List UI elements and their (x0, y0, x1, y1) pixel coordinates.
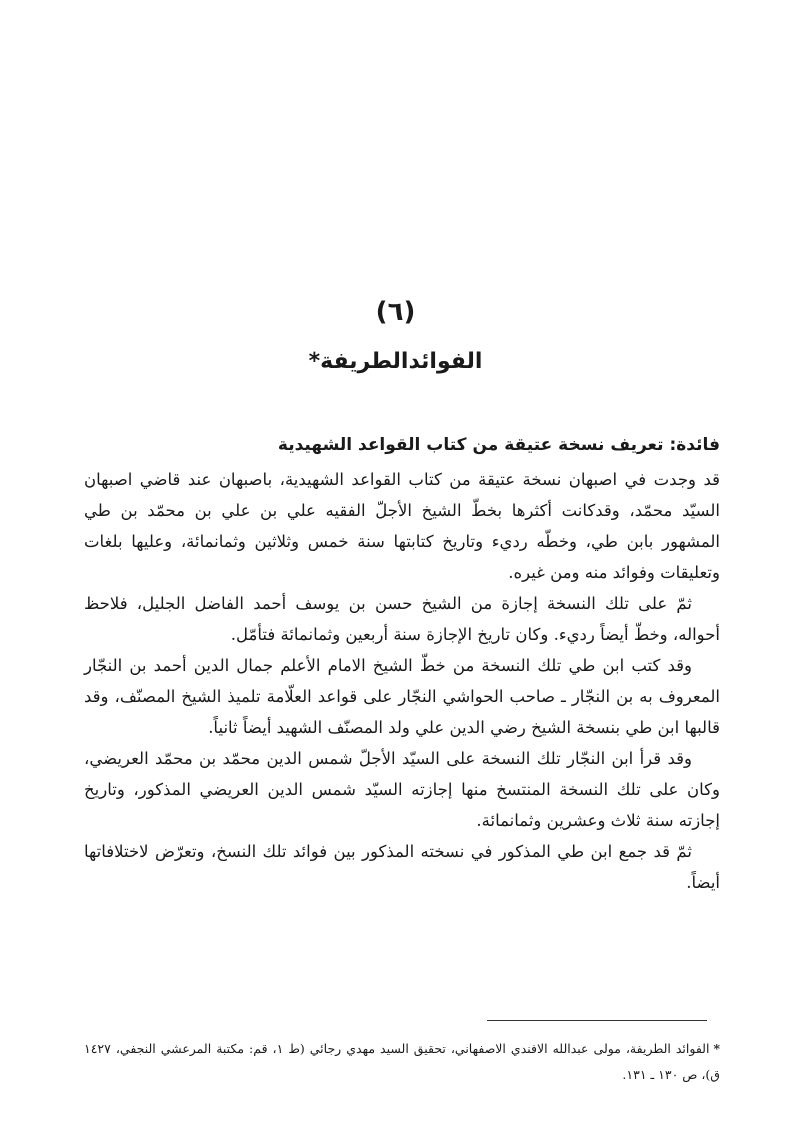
paragraph-3: وقد كتب ابن طي تلك النسخة من خطّ الشيخ الامام الأعلم جمال الدين أحمد بن النجّار المعروف به بن النجّار ـ صاحب الحواشي النجّار على قواعد العلّامة تلميذ الشيخ المصنّف، وقد قالبها ابن طي بنسخة الشيخ رضي الدين علي ولد المصنّف الشهيد أيضاً ثانياً. (84, 656, 720, 737)
footnote-text: الفوائد الطريفة، مولى عبدالله الافندي الاصفهاني، تحقيق السيد مهدي رجائي (ط ١، قم: مكتبة المرعشي النجفي، ١٤٢٧ ق)، ص ١٣٠ ـ ١٣١. (84, 1041, 720, 1082)
footnote-divider (487, 1020, 707, 1021)
footnote-marker: * (713, 1041, 720, 1056)
paragraph-4: وقد قرأ ابن النجّار تلك النسخة على السيّد الأجلّ شمس الدين محمّد بن محمّد العريضي، وكان على تلك النسخة المنتسخ منها إجازته السيّد شمس الدين العريضي المذكور، وتاريخ إجازته سنة ثلاث وعشرين وثمانمائة. (84, 749, 720, 830)
chapter-title: الفوائدالطريفة* (308, 349, 483, 374)
paragraph-5: ثمّ قد جمع ابن طي المذكور في نسخته المذكور بين فوائد تلك النسخ، وتعرّض لاختلافاتها أيضاً. (84, 842, 720, 892)
chapter-number: (٦) (375, 297, 416, 327)
section-heading: فائدة: تعريف نسخة عتيقة من كتاب القواعد الشهيدية (277, 435, 720, 455)
body-text (84, 428, 720, 898)
paragraph-1: قد وجدت في اصبهان نسخة عتيقة من كتاب القواعد الشهيدية، باصبهان عند قاضي اصبهان السيّد محمّد، وقدكانت أكثرها بخطّ الشيخ الأجلّ الفقيه علي بن علي بن محمّد بن طي المشهور بابن طي، وخطّه رديء وتاريخ كتابتها سنة خمس وثلاثين وثمانمائة، وعليها بلغات وتعليقات وفوائد منه ومن غيره. (84, 470, 720, 582)
paragraph-2: ثمّ على تلك النسخة إجازة من الشيخ حسن بن يوسف أحمد الفاضل الجليل، فلاحظ أحواله، وخطّ أيضاً رديء. وكان تاريخ الإجازة سنة أربعين وثمانمائة فتأمّل. (84, 594, 720, 644)
footnote (84, 1036, 720, 1088)
